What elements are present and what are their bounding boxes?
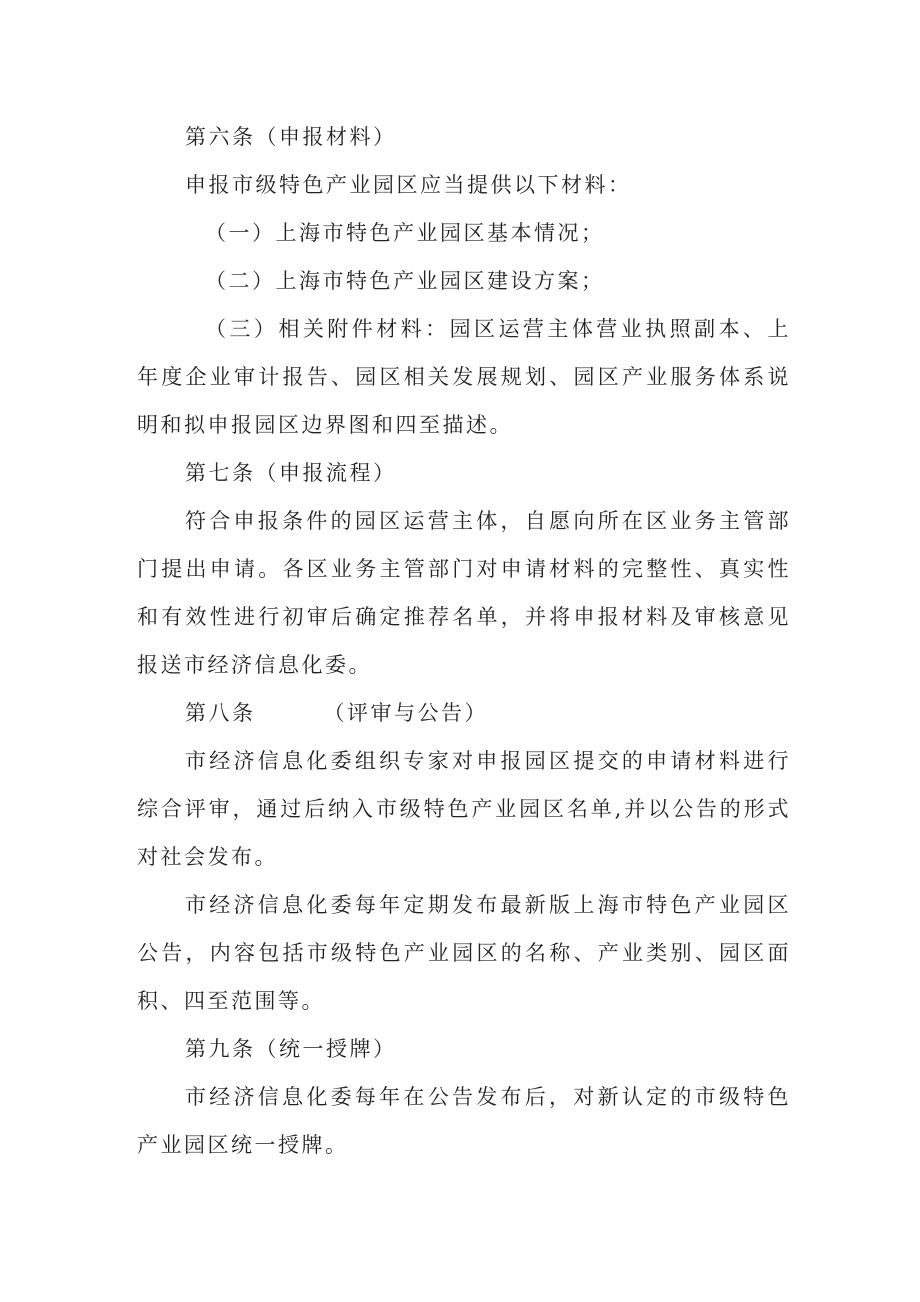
article-9-paragraph: 市经济信息化委每年在公告发布后，对新认定的市级特色产业园区统一授牌。 bbox=[137, 1085, 791, 1157]
article-8-title bbox=[137, 689, 791, 737]
article-8-paragraph-1: 市经济信息化委组织专家对申报园区提交的申请材料进行综合评审，通过后纳入市级特色产业园区名单,并以公告的形式对社会发布。 bbox=[137, 749, 791, 869]
document-body bbox=[137, 113, 791, 1169]
article-6-item-2: （二）上海市特色产业园区建设方案； bbox=[205, 269, 605, 293]
article-7-title: 第七条（申报流程） bbox=[185, 461, 397, 485]
article-8-name: （评审与公告） bbox=[323, 701, 488, 725]
article-8-paragraph-2: 市经济信息化委每年定期发布最新版上海市特色产业园区公告，内容包括市级特色产业园区的名称、产业类别、园区面积、四至范围等。 bbox=[137, 893, 791, 1013]
article-6-item-3: （三）相关附件材料：园区运营主体营业执照副本、上年度企业审计报告、园区相关发展规划、园区产业服务体系说明和拟申报园区边界图和四至描述。 bbox=[137, 317, 791, 437]
article-6-title: 第六条（申报材料） bbox=[185, 125, 397, 149]
article-6-item-1: （一）上海市特色产业园区基本情况； bbox=[205, 221, 605, 245]
article-7-paragraph: 符合申报条件的园区运营主体，自愿向所在区业务主管部门提出申请。各区业务主管部门对申请材料的完整性、真实性和有效性进行初审后确定推荐名单，并将申报材料及审核意见报送市经济信息化委。 bbox=[137, 509, 791, 677]
article-9-title: 第九条（统一授牌） bbox=[185, 1037, 397, 1061]
article-6-intro: 申报市级特色产业园区应当提供以下材料： bbox=[185, 173, 632, 197]
article-8-number: 第八条 bbox=[185, 701, 256, 725]
